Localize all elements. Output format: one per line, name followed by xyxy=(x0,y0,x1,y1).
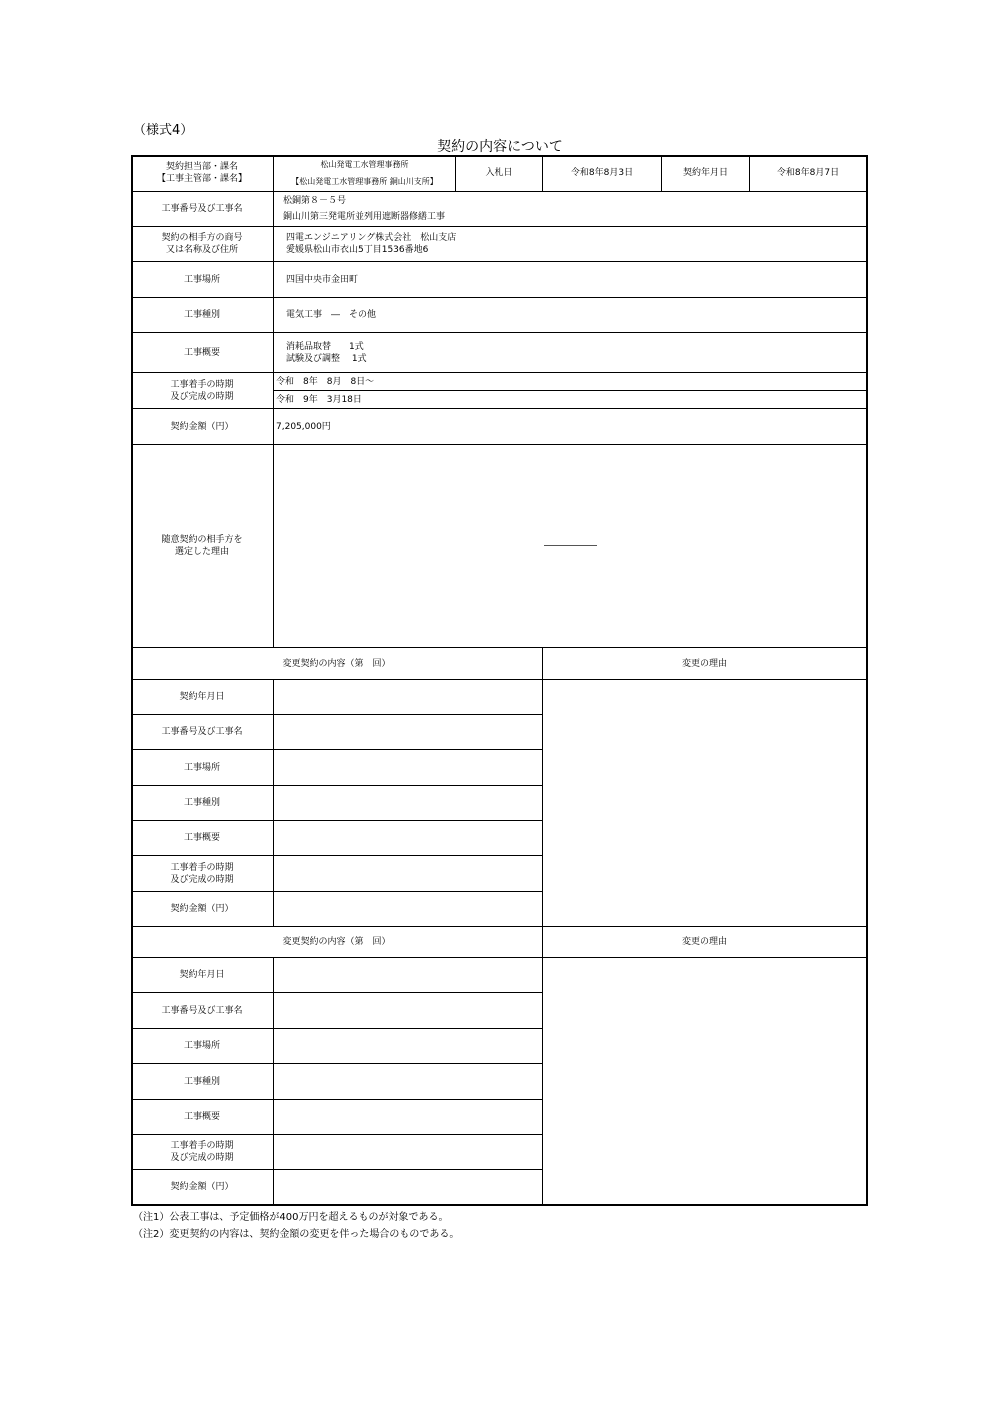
note-1: （注1）公表工事は、予定価格が400万円を超えるものが対象である。 xyxy=(133,1212,449,1223)
summary-value: 消耗品取替 1式 試験及び調整 1式 xyxy=(286,341,367,364)
party-value: 四電エンジニアリング株式会社 松山支店 愛媛県松山市衣山5丁目1536番地6 xyxy=(286,233,457,255)
place-label: 工事場所 xyxy=(183,274,220,285)
change-period-label: 工事着手の時期 及び完成の時期 xyxy=(170,1141,234,1163)
work-no-label: 工事番号及び工事名 xyxy=(161,204,243,214)
change-amount-label: 契約金額（円） xyxy=(170,904,234,914)
change-place-label: 工事場所 xyxy=(183,762,220,773)
note-2: （注2）変更契約の内容は、契約金額の変更を伴った場合のものである。 xyxy=(133,1229,460,1240)
type-label: 工事種別 xyxy=(183,310,220,320)
change-period-label: 工事着手の時期 及び完成の時期 xyxy=(170,862,234,885)
type-value: 電気工事 ― その他 xyxy=(286,310,377,320)
change-place-label: 工事場所 xyxy=(183,1041,220,1051)
period-label: 工事着手の時期 及び完成の時期 xyxy=(170,379,234,402)
change-reason-header: 変更の理由 xyxy=(681,658,727,669)
change-header: 変更契約の内容（第 回） xyxy=(282,658,391,669)
blank-dash xyxy=(544,545,597,546)
change-header: 変更契約の内容（第 回） xyxy=(282,937,391,947)
change-contract-date-label: 契約年月日 xyxy=(179,692,225,702)
reason-label: 随意契約の相手方を 選定した理由 xyxy=(161,535,243,557)
place-value: 四国中央市金田町 xyxy=(286,274,359,285)
end-date: 令和 9年 3月18日 xyxy=(276,394,362,405)
change-type-label: 工事種別 xyxy=(183,1076,220,1087)
change-contract-date-label: 契約年月日 xyxy=(179,970,225,980)
bid-date: 令和8年8月3日 xyxy=(570,168,634,178)
contract-table xyxy=(131,155,868,1206)
change-work-no-label: 工事番号及び工事名 xyxy=(161,1005,243,1016)
bid-date-label: 入札日 xyxy=(485,168,513,178)
summary-label: 工事概要 xyxy=(183,347,220,358)
change-work-no-label: 工事番号及び工事名 xyxy=(161,727,243,737)
change-summary-label: 工事概要 xyxy=(183,833,220,843)
change-amount-label: 契約金額（円） xyxy=(170,1182,234,1192)
dept-label: 契約担当部・課名 【工事主管部・課名】 xyxy=(156,162,247,184)
work-no-value: 松銅第８－５号 銅山川第三発電所並列用遮断器修繕工事 xyxy=(283,196,446,222)
amount-value: 7,205,000円 xyxy=(276,421,331,432)
dept-value: 松山発電工水管理事務所 【松山発電工水管理事務所 銅山川支所】 xyxy=(291,159,438,186)
contract-date: 令和8年8月7日 xyxy=(776,168,840,178)
change-summary-label: 工事概要 xyxy=(183,1112,220,1122)
contract-date-label: 契約年月日 xyxy=(682,168,728,178)
amount-label: 契約金額（円） xyxy=(170,421,234,432)
party-label: 契約の相手方の商号 又は名称及び住所 xyxy=(161,233,243,255)
change-type-label: 工事種別 xyxy=(183,798,220,808)
form-number: （様式4） xyxy=(133,123,194,138)
change-reason-header: 変更の理由 xyxy=(681,937,727,947)
page-title: 契約の内容について xyxy=(437,139,563,155)
start-date: 令和 8年 8月 8日～ xyxy=(276,376,375,387)
